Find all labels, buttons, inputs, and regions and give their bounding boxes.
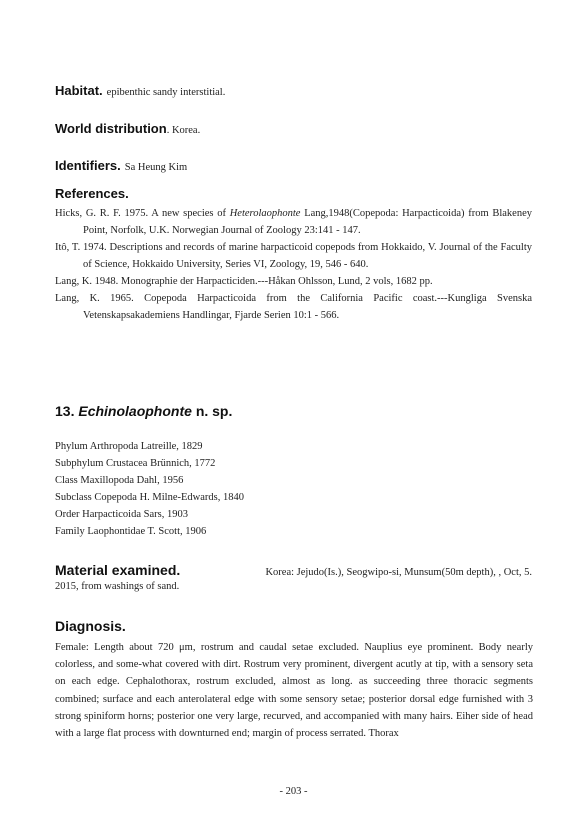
- identifiers-label: Identifiers.: [55, 158, 121, 173]
- material-label: Material examined.: [55, 562, 181, 578]
- habitat-label: Habitat.: [55, 83, 103, 98]
- reference-item: Lang, K. 1948. Monographie der Harpacticiden.---Håkan Ohlsson, Lund, 2 vols, 1682 pp.: [55, 276, 433, 287]
- identifiers-text: Sa Heung Kim: [124, 162, 188, 173]
- material-line1: Korea: Jejudo(Is.), Seogwipo-si, Munsum(50m depth), , Oct, 5.: [265, 567, 532, 578]
- taxonomy-line: Subphylum Crustacea Brünnich, 1772: [55, 458, 216, 469]
- references-heading: References.: [55, 186, 129, 201]
- taxonomy-line: Phylum Arthropoda Latreille, 1829: [55, 441, 203, 452]
- taxonomy-line: Class Maxillopoda Dahl, 1956: [55, 475, 184, 486]
- taxonomy-line: Order Harpacticoida Sars, 1903: [55, 509, 188, 520]
- world-distribution-section: [55, 120, 532, 138]
- reference-item: Hicks, G. R. F. 1975. A new species of Heterolaophonte Lang,1948(Copepoda: Harpacticoida) from Blakeney Point, Norfolk, U.K. Norwegian Journal of Zoology 23:141 - 147.: [55, 208, 532, 236]
- world-distribution-label: World distribution: [55, 121, 167, 136]
- species-number: 13.: [55, 403, 75, 419]
- species-genus: Echinolaophonte: [78, 403, 192, 419]
- world-distribution-text: . Korea.: [166, 125, 201, 136]
- reference-item: Itô, T. 1974. Descriptions and records of marine harpacticoid copepods from Hokkaido, V. Journal of the Faculty of Science, Hokkaido University, Series VI, Zoology, 19, 546 - 640.: [55, 242, 532, 270]
- taxonomy-line: Subclass Copepoda H. Milne-Edwards, 1840: [55, 492, 244, 503]
- diagnosis-heading: Diagnosis.: [55, 618, 126, 634]
- material-section: [55, 562, 532, 595]
- reference-item: Lang, K. 1965. Copepoda Harpacticoida from the California Pacific coast.---Kungliga Svenska Vetenskapsakademiens Handlingar, Fjarde Serien 10:1 - 566.: [55, 293, 532, 321]
- diagnosis-text: Female: Length about 720 μm, rostrum and caudal setae excluded. Nauplius eye prominent. Body nearly colorless, and some-what covered with dirt. Rostrum very prominent, divergent acutly at tip, with a sensory seta on each edge. Cephalothorax, rostrum excluded, almost as long. as succeeding three thoracic segments combined; surface and each anterolateral edge with some sensory setae; posterior dorsal edge furnished with 3 strong spiniform horns; posterior one very large, recurved, and accompanied with many hairs. Eiher side of head with a large flat process with downturned end; margin of process serrated. Thorax: [55, 642, 533, 740]
- page-number: - 203 -: [279, 786, 308, 797]
- taxonomy-list: [55, 438, 244, 540]
- species-heading: [55, 403, 532, 419]
- species-suffix: n. sp.: [195, 403, 233, 419]
- reference-genus-italic: Heterolaophonte: [229, 208, 301, 219]
- taxonomy-line: Family Laophontidae T. Scott, 1906: [55, 526, 207, 537]
- references-list: [55, 205, 532, 324]
- identifiers-section: [55, 157, 532, 175]
- habitat-text: epibenthic sandy interstitial.: [106, 87, 226, 98]
- material-line2: 2015, from washings of sand.: [55, 581, 180, 592]
- habitat-section: [55, 82, 532, 100]
